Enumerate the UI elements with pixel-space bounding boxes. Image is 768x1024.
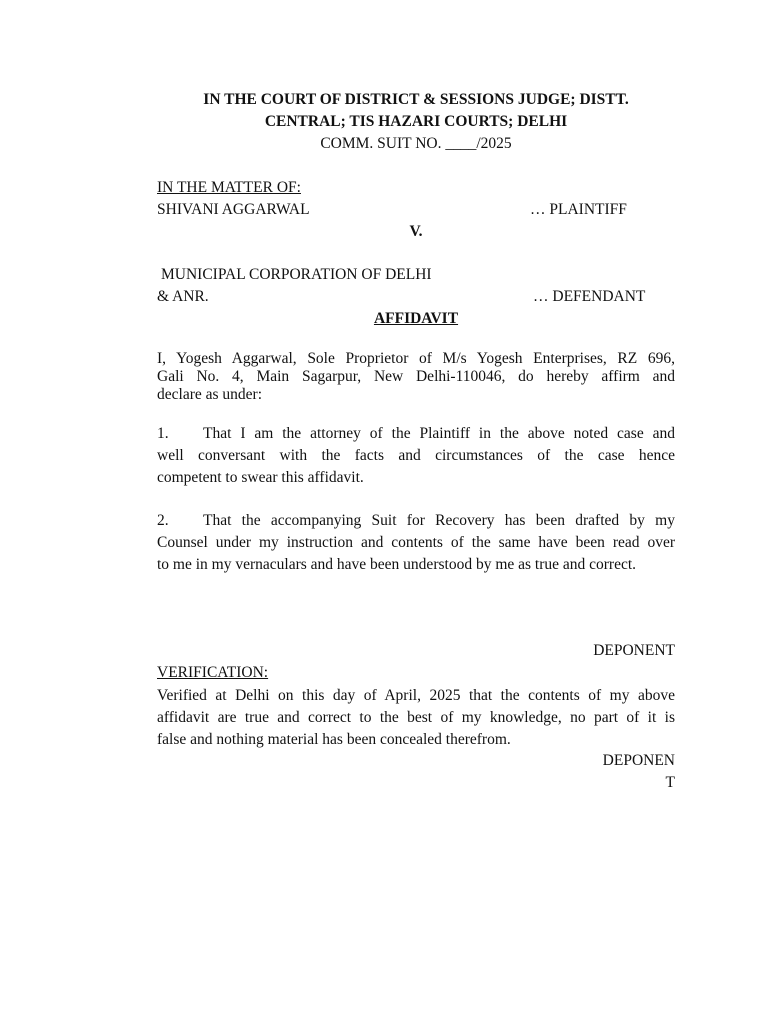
paragraph-text: That the accompanying Suit for Recovery has been drafted by my [203,512,675,529]
verification-label: VERIFICATION: [157,664,269,681]
versus: V. [409,223,423,240]
court-heading-line2: CENTRAL; TIS HAZARI COURTS; DELHI [264,113,568,130]
paragraph-number: 1. [157,425,169,442]
plaintiff-name: SHIVANI AGGARWAL [157,201,310,218]
paragraph-1 [157,423,675,489]
verification-line: false and nothing material has been concealed therefrom. [157,731,511,748]
court-heading-line1: IN THE COURT OF DISTRICT & SESSIONS JUDGE; DISTT. [203,91,629,108]
deponent-signature-2-line2: T [665,774,675,791]
paragraph-text: That I am the attorney of the Plaintiff in the above noted case and [203,425,675,442]
deponent-signature-2-line1: DEPONEN [602,752,675,769]
paragraph-line: to me in my vernaculars and have been understood by me as true and correct. [157,556,637,573]
paragraph-line [157,423,675,445]
paragraph-line: well conversant with the facts and circumstances of the case hence [157,447,675,464]
paragraph-2 [157,510,675,576]
verification-paragraph [157,685,675,751]
suit-number: COMM. SUIT NO. ____/2025 [320,135,512,152]
defendant-role: … DEFENDANT [533,288,646,305]
intro-line: declare as under: [157,386,262,403]
verification-line: affidavit are true and correct to the best of my knowledge, no part of it is [157,709,675,726]
intro-line: Gali No. 4, Main Sagarpur, New Delhi-110046, do hereby affirm and [157,368,675,385]
paragraph-line: Counsel under my instruction and contents of the same have been read over [157,534,675,551]
paragraph-number: 2. [157,512,169,529]
paragraph-line [157,510,675,532]
affidavit-title: AFFIDAVIT [373,310,459,327]
intro-paragraph [157,350,675,404]
defendant-line1: MUNICIPAL CORPORATION OF DELHI [161,266,432,283]
verification-line: Verified at Delhi on this day of April, 2025 that the contents of my above [157,687,675,704]
intro-line: I, Yogesh Aggarwal, Sole Proprietor of M/s Yogesh Enterprises, RZ 696, [157,350,675,367]
paragraph-line: competent to swear this affidavit. [157,469,364,486]
deponent-signature-1: DEPONENT [593,642,675,659]
defendant-line2: & ANR. [157,288,209,305]
plaintiff-role: … PLAINTIFF [530,201,627,218]
matter-label: IN THE MATTER OF: [157,179,301,196]
